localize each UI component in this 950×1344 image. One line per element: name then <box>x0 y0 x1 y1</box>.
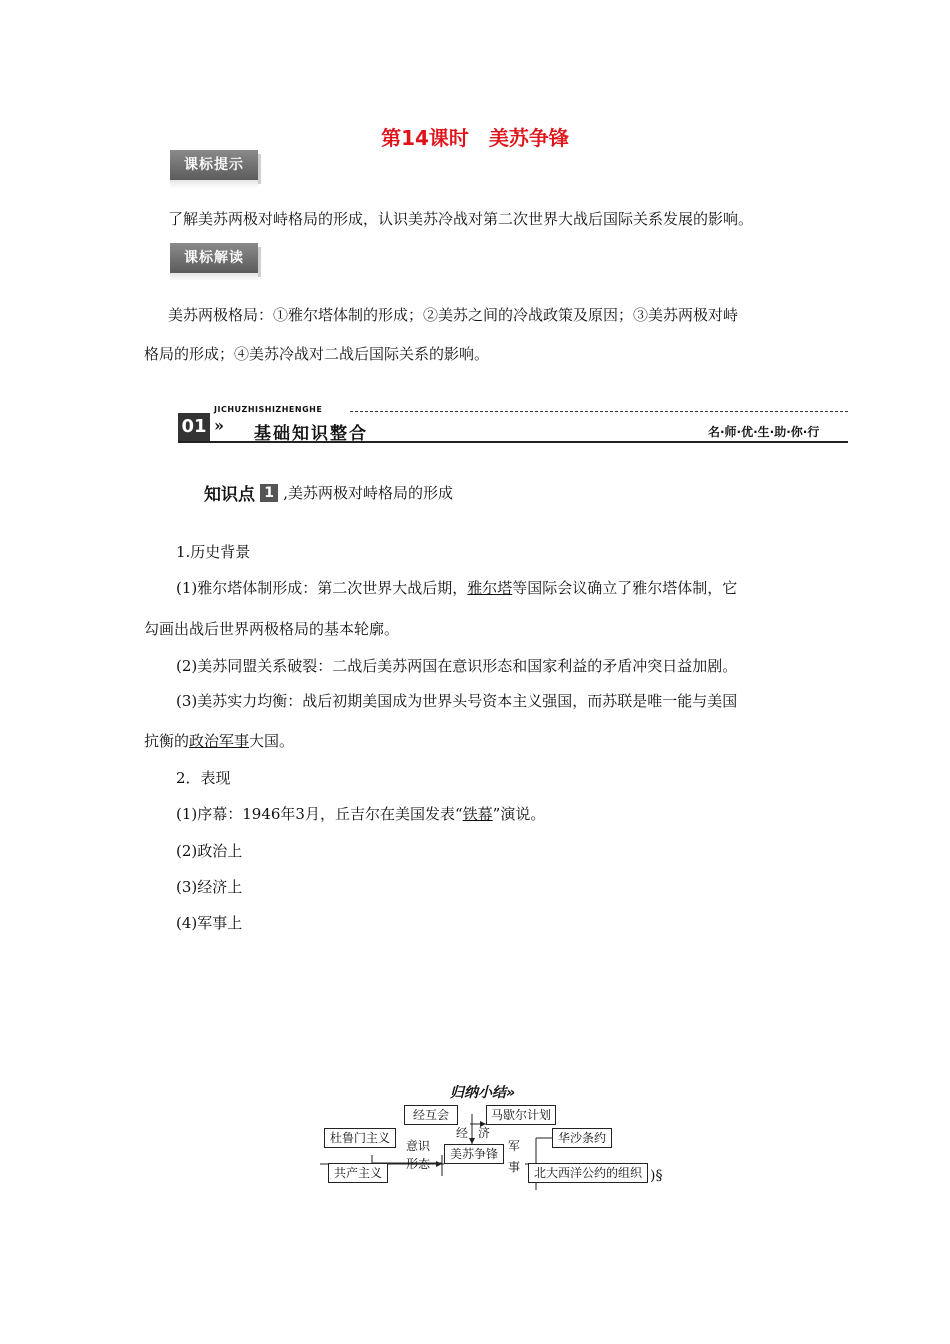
summary-nato: 北大西洋公约的组织 <box>528 1163 648 1183</box>
paragraph-power: (3)美苏实力均衡：战后初期美国成为世界头号资本主义强国，而苏联是唯一能与美国 <box>176 692 738 710</box>
reading-line-2: 格局的形成；④美苏冷战对二战后国际关系的影响。 <box>144 345 490 363</box>
summary-warsaw-pact: 华沙条约 <box>552 1128 612 1148</box>
banner-arrow: » <box>214 416 224 435</box>
summary-label-econ-1: 经 <box>456 1126 469 1140</box>
heading-background: 1.历史背景 <box>176 543 251 561</box>
summary-label-ideology-1: 意识 <box>406 1139 431 1153</box>
item-economic: (3)经济上 <box>176 878 243 896</box>
paragraph-alliance: (2)美苏同盟关系破裂：二战后美苏两国在意识形态和国家利益的矛盾冲突日益加剧。 <box>176 657 738 675</box>
reading-line-1: 美苏两极格局：①雅尔塔体制的形成；②美苏之间的冷战政策及原因；③美苏两极对峙 <box>168 306 739 324</box>
heading-manifestation: 2．表现 <box>176 769 231 787</box>
summary-label-ideology-2: 形态 <box>406 1157 431 1171</box>
item-military: (4)军事上 <box>176 914 243 932</box>
paragraph-yalta-cont: 勾画出战后世界两极格局的基本轮廓。 <box>144 620 400 638</box>
summary-communism: 共产主义 <box>328 1163 388 1183</box>
reading-tag: 课标解读 <box>170 243 258 273</box>
summary-comecon: 经互会 <box>404 1105 458 1125</box>
paragraph-power-cont: 抗衡的政治军事大国。 <box>144 732 295 750</box>
knowledge-point-label: 知识点 <box>204 485 255 505</box>
banner-dashed-line <box>350 411 848 412</box>
standard-text: 了解美苏两极对峙格局的形成，认识美苏冷战对第二次世界大战后国际关系发展的影响。 <box>168 210 754 228</box>
item-political: (2)政治上 <box>176 842 243 860</box>
banner-title: 基础知识整合 <box>254 424 368 444</box>
summary-title: 归纳小结» <box>450 1085 516 1101</box>
page-title: 第14课时 美苏争锋 <box>381 126 569 150</box>
summary-label-econ-2: 济 <box>478 1126 491 1140</box>
standard-tag: 课标提示 <box>170 150 258 180</box>
summary-center: 美苏争锋 <box>444 1144 504 1164</box>
summary-label-mil-1: 军 <box>508 1139 521 1153</box>
knowledge-point-topic: ,美苏两极对峙格局的形成 <box>283 484 453 502</box>
item-prelude: (1)序幕：1946年3月，丘吉尔在美国发表“铁幕”演说。 <box>176 805 546 823</box>
summary-truman-doctrine: 杜鲁门主义 <box>324 1128 396 1148</box>
knowledge-point-number: 1 <box>260 484 278 502</box>
section-number: 01 <box>178 413 210 441</box>
summary-tail: )§ <box>650 1168 663 1184</box>
banner-slogan: 名·师·优·生·助·你·行 <box>708 425 820 439</box>
banner-pinyin: JICHUZHISHIZHENGHE <box>214 405 323 414</box>
summary-marshall-plan: 马歇尔计划 <box>486 1105 556 1125</box>
knowledge-point-heading <box>204 480 453 505</box>
summary-label-mil-2: 事 <box>508 1160 521 1174</box>
paragraph-yalta: (1)雅尔塔体制形成：第二次世界大战后期，雅尔塔等国际会议确立了雅尔塔体制，它 <box>176 579 738 597</box>
